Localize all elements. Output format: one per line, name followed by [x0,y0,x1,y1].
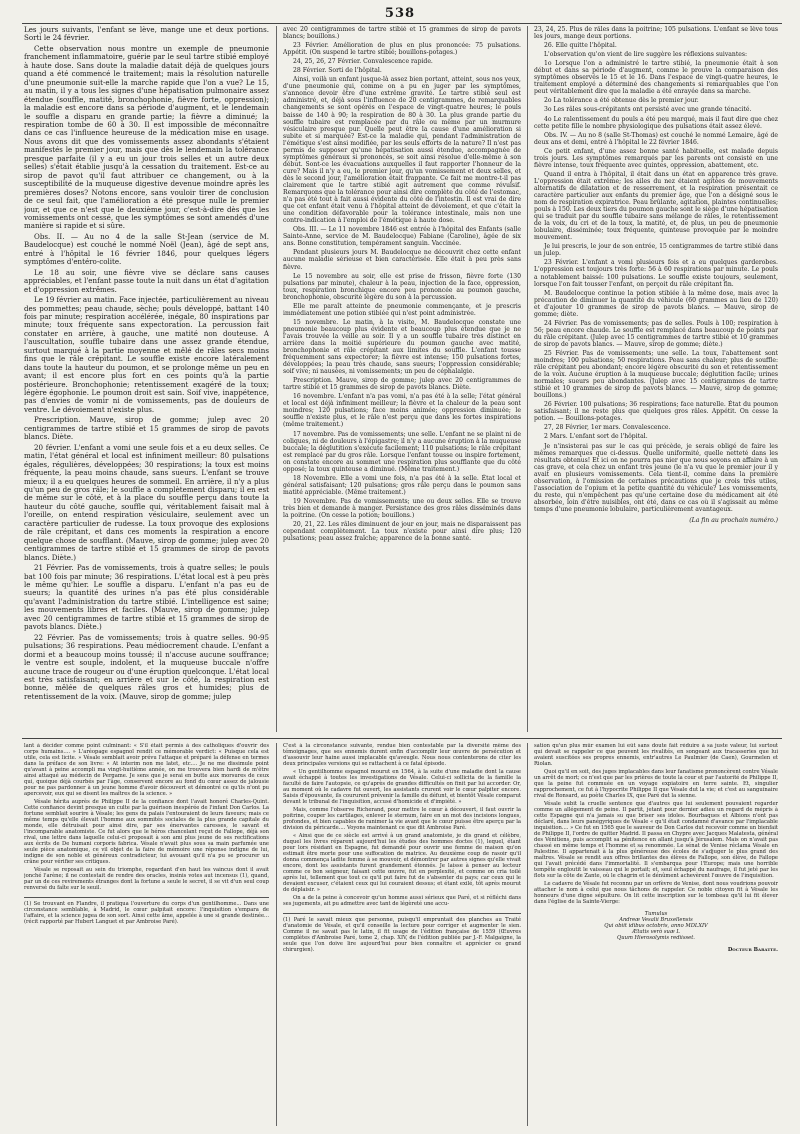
paragraph: 19 Novembre. Pas de vomissements; une ou deux selles. Elle se trouve très bien et demande à manger. Persistance des gros râles disséminés dans la poitrine. (On cesse la potion; bouillons.) [283,497,521,520]
paragraph: Quoi qu'il en soit, des juges implacables dans leur fanatisme prononcèrent contre Vésale un arrêt de mort; ce n'est que par les prières de toute la cour et par l'autorité de Philippe II, que la peine fut commuée en un voyage expiatoire en terre sainte. Et, singulier rapprochement, ce fut à l'hypocrite Philippe II que Vésale dut la vie; et c'est au sanguinaire rival de Ronsard, au poète Charles IX, que Paré dut la sienne. [534,769,778,799]
paragraph: C'est à la circonstance suivante, rendue bien contestable par la diversité même des témoignages, que ses ennemis durent enfin d'accomplir leur œuvre de persécution et d'assouvir leur haine aussi implacable qu'aveugle. Nous nous contenterons de citer les deux principales versions qui se rattachent à ce fatal épisode. [283,743,521,767]
top-column-3 [534,26,778,734]
paragraph: Le 15 novembre au soir, elle est prise de frisson, fièvre forte (130 pulsations par minute), chaleur à la peau, injection de la face, oppression, toux, respiration bronchique encore peu prononcée au poumon gauche, bronchophonie, obscurité légère du son à la percussion. [283,272,521,301]
epitaph-line: Tumulus [644,911,668,917]
column-divider [276,743,277,1126]
paragraph: 17 novembre. Pas de vomissements; une selle. L'enfant ne se plaint ni de coliques, ni de douleurs à l'épigastre; il n'y a aucune éruption à la muqueuse buccale; la déglutition s'exécute facilement; 110 pulsations; le râle crépitant est remplacé par du gros râle. Lorsque l'enfant tousse ou inspire fortement, on constate encore au sommet une respiration plus soufflante que du côté opposé; la toux quinteuse a diminué. (Même traitement.) [283,430,521,473]
author-signature: Docteur Baratte. [727,947,778,953]
paragraph: 2 Mars. L'enfant sort de l'hôpital. [544,433,648,441]
paragraph: Elle me paraît atteinte de pneumonie commençante, et je prescris immédiatement une potion stibiée qui n'est point administrée. [283,302,521,317]
paragraph: lant à décider comme point culminant: « S'il était permis à des catholiques d'ouvrir des corps humains.... » L'aréopage espagnol rendit ce mémorable verdict: « Puisque cela est utile, cela est licite. » Vésale semblait avoir prévu l'attaque et préparé la défense en termes dans la préface de son livre: « At interim non me latet, etc.... Je ne me dissimule point qu'avant à peine accompli ma vingt-huitième année, on me trouvera bien hardi de m'être ainsi attaqué au médecin de Pergame. Je sens que je serai en butte aux morsures de ceux qui, quoique déjà courbés par l'âge, conservent encore au fond du cœur assez de jalousie pour ne pas pardonner à un jeune homme d'avoir découvert et démontré ce qu'ils n'ont pu apercevoir, eux qui se disent les maîtres de la science. » [24,743,269,797]
paragraph: 16 novembre. L'enfant n'a pas vomi, n'a pas été à la selle; l'état général et local est déjà infiniment meilleur; la fièvre et la chaleur de la peau sont moindres; 120 pulsations; face moins animée; oppression diminuée; le souffle n'existe plus, et le râle n'est perçu que dans les fortes inspirations (même traitement.) [283,393,521,429]
paragraph: 26 Février. 100 pulsations; 36 respirations; face naturelle. État du poumon satisfaisant; il ne reste plus que quelques gros râles. Appétit. On cesse la potion. — Bouillons-potages. [534,401,778,423]
paragraph: Cette observation nous montre un exemple de pneumonie franchement inflammatoire, guérie par le seul tartre stibié employé à haute dose. Sans doute la maladie datait déjà de quelques jours quand a été commencé le traitement; mais la résolution naturelle d'une pneumonie suit-elle la marche rapide que l'on a vue? Le 15, au matin, il y a tous les signes d'une hépatisation pulmonaire assez étendue (souffle, matité, bronchophonie, fièvre forte, oppression); la maladie est encore dans sa période d'augment, et le lendemain le souffle a disparu en grande partie; la fièvre a diminué; la respiration tombe de 60 à 30. Il est impossible de méconnaître dans ce cas l'influence heureuse de la médication mise en usage. Nous avons dit que des vomissements assez abondants s'étaient manifestés le premier jour, mais que dès le lendemain la tolérance presque parfaite (il y a eu un jour trois selles et un autre deux selles) s'était établie jusqu'à la cessation du traitement. Est-ce au sirop de pavot qu'il faut attribuer ce changement, ou à la susceptibilité de la muqueuse digestive devenue moindre après les premières doses? Notons encore, sans vouloir tirer de conclusion de ce seul fait, que l'amélioration a été presque nulle le premier jour, et que ce n'est que le deuxième jour, c'est-à-dire dès que les vomissements ont cessé, que les symptômes se sont amendés d'une manière si rapide et si sûre. [24,43,269,231]
epitaph-line: Qui obiit idibus octobris, anno MDLXIV [604,923,708,929]
column-divider [527,26,528,732]
paragraph: « Un gentilhomme espagnol mourut en 1564, à la suite d'une maladie dont la cause avait échappé à toutes les investigations de Vésale. Celui-ci sollicita de la famille la faculté de faire l'autopsie, ce qu'après de grandes difficultés on finit par lui accorder. Or, au moment où le cadavre fut ouvert, les assistants crurent voir le cœur palpiter encore. Saisis d'épouvante, ils coururent prévenir la famille du défunt, et bientôt Vésale comparut devant le tribunal de l'inquisition, accusé d'homicide et d'impiété. » [283,769,521,805]
paragraph: Le cadavre de Vésale fut reconnu par un orfèvre de Venise, dont nous voudrions pouvoir attacher le nom à celui que nous tâchons de rappeler. Ce noble citoyen fit à Vésale les honneurs d'une digne sépulture. On lit cette inscription sur le tombeau qu'il lui fit élever dans l'église de la Sainte-Vierge: [534,881,778,905]
section-rule [22,738,782,739]
paragraph: L'observation qu'on vient de lire suggère les réflexions suivantes: [544,51,748,59]
paragraph: Je n'insisterai pas sur le cas qui précède, je serais obligé de faire les mêmes remarques que ci-dessus. Quelle uniformité, quelle netteté dans les résultats obtenus! Et ici on ne pourra pas nier que nous soyons en affaire à un cas grave, et cela chez un enfant très jeune (le n'a vu que le premier jour il y avait en plusieurs vomissements. Cela tient-il, comme dans la première observation, à l'omission de certaines précautions que je crois très utiles, l'association de l'opium et la petite quantité du véhicule? Les vomissements, du reste, qui n'empêchent pas qu'une certaine dose du médicament ait été absorbée, loin d'être nuisibles, ont été, dans ce cas où il s'agissait au même temps d'une pneumonie lobulaire, particulièrement avantageux. [534,442,778,513]
paragraph: Les jours suivants, l'enfant se lève, mange une et deux portions. Sorti le 24 février. [24,26,269,43]
paragraph: 1o Lorsque l'on a administré le tartre stibié, la pneumonie était à son début et dans sa période d'augment, comme le prouve la comparaison des symptômes observés le 15 et le 16. Dans l'espace de vingt-quatre heures, le traitement employé a déterminé des changements si remarquables que l'on peut véritablement dire que la maladie a été enrayée dans sa marche. [534,60,778,96]
paragraph: 18 Novembre. Elle a vomi une fois, n'a pas été à la selle. État local et général satisfaisant; 120 pulsations; gros râle perçu dans le poumon sans matité appréciable. (Même traitement.) [283,474,521,496]
paragraph: Pendant plusieurs jours M. Baudelocque ne découvrit chez cette enfant aucune maladie sérieuse et bien caractérisée. Elle était à peu près sans fièvre. [283,249,521,271]
paragraph: M. Baudelocque continue la potion stibiée à la même dose, mais avec la précaution de diminuer la quantité du véhicule (60 grammes au lieu de 120) et d'ajouter 10 grammes de sirop de pavots blancs. — Mauve, sirop de gomme; diète. [534,289,778,318]
paragraph: Vésale hérita auprès de Philippe II de la confiance dont l'avait honoré Charles-Quint. Cette confiance devint presque un culte par la guérison inespérée de l'infant Don Carlos. La fortune semblait sourire à Vésale; les gens du palais l'entouraient de leurs faveurs; mais ce même temps qu'elle élevait l'homme aux sommités sociales de la plus grande capitale du monde, elle détruisait pour ainsi dire, par ses énervantes caresses, le savant et l'incomparable anatomiste. Ce fut alors que le héros chancelant reçut de Fallope, déjà son rival, une lettre dans laquelle celui-ci proposait à son ami plus jeune de ses rectifications aux écrits de De humani corporis fabrica. Vésale n'avait plus sous sa main parfumée une seule pièce anatomique, ce vil objet de la faire de mémoire une réponse indigne de lui, indigne de son noble et généreux contradicteur, lui avouant qu'il n'a pu se procurer un crâne pour vérifier ses critiques. [24,799,269,865]
paragraph: Vésale se reposait au sein du triomphe, regardant d'en haut les vaincus dont il avait jonché l'arène; il ne contestait de rendre des oracles, insinis votes aut incensus (1), quand, par un de ces revirements étranges dont la fortune a seule le secret, il se vit d'un seul coup renversé du faîte sur le seuil. [24,867,269,891]
column-divider [276,26,277,732]
paragraph: Je lui prescris, le jour de son entrée, 15 centigrammes de tartre stibié dans un julep. [534,243,778,258]
paragraph: On a de la peine à concevoir qu'un homme aussi sérieux que Paré, et si réfléchi dans ses jugements, ait pu admettre avec tant de légèreté une accu- [283,895,521,907]
epitaph-line: Andreæ Vesalii Bruxellensis [619,917,693,923]
paragraph: Prescription. Mauve, sirop de gomme; julep avec 20 centigrammes de tartre stibié et 15 grammes de sirop de pavots blancs. Diète. [24,415,269,442]
paragraph: 24 Février. Pas de vomissements; pas de selles. Pouls à 100; respiration à 56; peau encore chaude. Le souffle est remplacé dans beaucoup de points par du râle crépitant. (Julep avec 15 centigrammes de tartre stibié et 10 grammes de sirop de pavots blancs. — Mauve, sirop de gomme; diète.) [534,319,778,348]
bottom-column-3 [534,743,778,1128]
paragraph: 15 novembre. Le matin, à la visite, M. Baudelocque constate une pneumonie beaucoup plus évidente et beaucoup plus étendue que je ne l'avais trouvée la veille au soir. Il y a un souffle tubaire très distinct en arrière dans la moitié supérieure du poumon gauche avec matité, bronchophonie et râle crépitant aux limites du souffle. L'enfant tousse fréquemment sans expectorer; la fièvre est intense; 150 pulsations fortes, développées; la peau très chaude, sans sueurs; l'oppression considérable; soif vive; ni nausées, ni vomissements; un peu de céphalalgie. [283,318,521,376]
top-column-2 [283,26,521,734]
paragraph: 21 Février. Pas de vomissements, trois à quatre selles; le pouls bat 100 fois par minute; 36 respirations. L'état local est à peu près le même qu'hier. Le souffle a disparu. L'enfant n'a pas eu de sueurs; la quantité des urines n'a pas été plus considérable qu'avant l'administration du tartre stibié. L'intelligence est saine; les mouvements libres et faciles. (Mauve, sirop de gomme; julep avec 20 centigrammes de tartre stibié et 15 grammes de sirop de pavots blancs. Diète.) [24,563,269,632]
paragraph: Obs. II. — Au no 4 de la salle St-Jean (service de M. Baudelocque) est couché le nommé Noël (Jean), âgé de sept ans, entré à l'hôpital le 16 février 1846, pour quelques légers symptômes d'entéro-colite. [24,231,269,267]
paragraph: 23 Février. L'enfant a vomi plusieurs fois et a eu quelques garderobes. L'oppression est toujours très forte: 56 à 60 respirations par minute. Le pouls a notablement baissé: 100 pulsations. Le souffle existe toujours, seulement, lorsque l'on fait tousser l'enfant, on perçoit du râle crépitant fin. [534,259,778,288]
paragraph: Ce petit enfant, d'une assez bonne santé habituelle, est malade depuis trois jours. Les symptômes remarqués par les parents ont consisté en une fièvre intense, toux fréquente avec quintes, oppression, abattement, etc. [534,147,778,169]
column-divider [527,743,528,1126]
page-number: 538 [384,6,416,21]
paragraph: Ainsi, voilà un enfant jusque-là assez bien portant, atteint, sous nos yeux, d'une pneumonie qui, comme on a pu en juger par les symptômes, s'annonce devoir être d'une extrême gravité. Le tartre stibié seul est administré, et, déjà sous l'influence de 20 centigrammes, de remarquables changements se sont opérés en l'espace de vingt-quatre heures; le pouls baisse de 140 à 90; la respiration de 80 à 30. La plus grande partie du souffle tubaire est remplacée par du râle ou même par un murmure vésiculaire presque pur. Quelle peut être la cause d'une amélioration si subite et si marquée? Est-ce la maladie qui, pendant l'administration de l'émétique s'est ainsi modifiée, par les seuls efforts de la nature? Il n'est pas permis de supposer qu'une hépatisation aussi étendue, accompagnée de symptômes généraux si prononcés, se soit ainsi résolue d'elle-même à son début. Sont-ce les évacuations auxquelles il faut rapporter l'honneur de la cure? Mais il n'y a eu, le premier jour, qu'un vomissement et deux selles, et dès le second jour, l'amélioration était frappante. Ce fait me montre-t-il pas clairement que le tartre stibié agit autrement que comme révulsif. Remarquons que la tolérance pour ainsi dire complète du côté de l'estomac, n'a pas été tout à fait aussi évidente du côté de l'intestin. Il est vrai de dire que cet enfant était venu à l'hôpital atteint de dévoiement, et que c'était la une condition défavorable pour la tolérance intestinale, mais non une contre-indication à l'emploi de l'émétique à haute dose. [283,76,521,225]
bottom-column-1 [24,743,269,1128]
continued-notice: (La fin au prochain numéro.) [689,517,778,524]
paragraph: 3o Les râles sous-crépitants ont persisté avec une grande ténacité. [544,106,752,114]
epitaph [534,911,778,941]
paragraph: « Ainsi que de ce siècle est arrivé à un grand anatomiste, je dis grand et célèbre, duquel les livres réparent aujourd'hui les études des hommes doctes (1), lequel, étant pour lors résidant en Espagne, fut demandé pour ouvrir une femme de maison qu'on estimait être morte pour une suffocation de matrice. Au deuxième coup de rasoir qu'il donna commença ladite femme à se mouvoir, et démontrer par autres signes qu'elle vivait encore, dont les assistants furent grandement étonnés. Je laisse à penser au lecteur comme ce bon seigneur, faisant cette œuvre, fut en perplexité, et comme on cria toilé après lui, tellement que tout ce qu'il put faire fut de s'absenter du pays; car ceux qui le devaient excuser, c'étaient ceux qui lui couraient dessus; et étant exilé, tôt après mourut de déplaisir. » [283,833,521,893]
paragraph: 24, 25, 26, 27 Février. Convalescence rapide. [293,58,433,66]
paragraph: 2o La tolérance a été obtenue dès le premier jour. [544,97,699,105]
bottom-column-2 [283,743,521,1128]
paragraph: 22 Février. Pas de vomissements; trois à quatre selles. 90-95 pulsations; 36 respirations. Peau médiocrement chaude. L'enfant a dormi et a beaucoup moins toussé; il n'accuse aucune souffrance; le ventre est souple, indolent, et la muqueuse buccale n'offre aucune trace de rougeur ou d'une éruption quelconque. L'état local est très satisfaisant; en arrière et sur le côté, la respiration est bonne, mêlée de quelques râles gros et humides; plus de retentissement de la voix. (Mauve, sirop de gomme; julep [24,632,269,701]
header-rule [22,23,782,24]
paragraph: Obs. IV. — Au no 8 (salle St-Thomas) est couché le nommé Lemaire, âgé de deux ans et demi, entré à l'hôpital le 22 février 1846. [534,131,778,146]
paragraph: 23 Février. Amélioration de plus en plus prononcée: 75 pulsations. Appétit. (On suspend le tartre stibié; bouillons-potages.) [283,42,521,57]
epitaph-line: Ætatis verò suæ L [632,929,680,935]
paragraph: Prescription. Mauve, sirop de gomme; julep avec 20 centigrammes de tartre stibié et 15 grammes de sirop de pavots blancs. Diète. [283,377,521,392]
paragraph: Mais, comme l'observe Richerand, pour mettre le cœur à découvert, il faut ouvrir la poitrine, couper les cartilages, enlever le sternum, faire en un mot des incisions longues, profondes, et bien capables de ranimer la vie avant que le cœur puisse être aperçu par la division du péricarde.... Voyons maintenant ce que dit Ambroise Paré. [283,807,521,831]
paragraph: 25 Février. Pas de vomissements; une selle. La toux, l'abattement sont moindres; 100 pulsations; 50 respirations. Peau sans chaleur; plus de souffle: râle crépitant peu abondant; encore légère obscurité du son et retentissement de la voix. Aucune éruption à la muqueuse buccale; déglutition facile; urines normales; sueurs peu abondantes. (Julep avec 15 centigrammes de tartre stibié et 10 grammes de sirop de pavots blancs. — Mauve, sirop de gomme; bouillons.) [534,349,778,400]
paragraph: 4o Le ralentissement du pouls a été peu marqué, mais il faut dire que chez cette petite fille le nombre physiologique des pulsations était assez élevé. [534,115,778,130]
paragraph: Quand il entra à l'hôpital, il était dans un état en apparence très grave. L'oppression était extrême; les ailes du nez étaient agitées de mouvements alternatifs de dilatation et de resserrement, et la respiration présentait ce caractère particulier aux enfants du premier âge, que l'on a désigné sous le nom de respiration expiratrice. Peau brûlante, agitation, plaintes continuelles; pouls à 150. Les deux tiers du poumon gauche sont le siège d'une hépatisation qui se traduit par du souffle tubaire sans mélange de râles, le retentissement de la voix, du cri et de la toux, la matité, et, de plus, un peu de pneumonie lobulaire, disséminée; toux fréquente, quinteuse provoquée par le moindre mouvement. [534,170,778,242]
paragraph: 20, 21, 22. Les râles diminuent de jour en jour, mais ne disparaissent pas cependant complètement. La toux n'existe pour ainsi dire plus; 120 pulsations; peau assez fraîche; apparence de la bonne santé. [283,521,521,543]
paragraph: Le 18 au soir, une fièvre vive se déclare sans causes appréciables, et l'enfant passe toute la nuit dans un état d'agitation et d'oppression extrêmes. [24,267,269,294]
paragraph: 23, 24, 25. Plus de râles dans la poitrine; 105 pulsations. L'enfant se lève tous les jours, mange deux portions. [534,26,778,41]
epitaph-line: Quum Hierosolymis rediisset. [617,935,695,941]
footnote: (1) Se trouvant en Flandre, il pratiqua l'ouverture du corps d'un gentilhomme... Dans une circonstance semblable, à Madrid, le cœur palpitait encore: l'inquisition s'empara de l'affaire, et la science jugea de son sort. Ainsi cette âme, appelée à une si grande destinée... (récit rapporté par Hubert Languet et par Ambroise Paré). [24,897,269,925]
paragraph: 20 février. L'enfant a vomi une seule fois et a eu deux selles. Ce matin, l'état général et local est infiniment meilleur: 80 pulsations égales, régulières, développées; 30 respirations; la toux est moins fréquente, la peau moins chaude, sans sueurs. L'enfant se trouve mieux; il a eu quelques heures de sommeil. En arrière, il n'y a plus qu'un peu de gros râle; le souffle a complètement disparu; il en est de même sur le côté, et à la place du souffle perçu dans toute la hauteur du côté gauche, souffle qui, véritablement faisait mal à l'oreille, on entend respiration vésiculaire, seulement avec un caractère particulier de rudesse. La toux provoque des explosions de râle crépitant, et dans ces moments la respiration a encore quelque chose de soufflant. (Mauve, sirop de gomme; julep avec 20 centigrammes de tartre stibié et 15 grammes de sirop de pavots blancs. Diète.) [24,442,269,562]
paragraph: sation qu'un plus mûr examen lui eût sans doute fait réduire à sa juste valeur, lui surtout qui devait se rappeler ce que peuvent les rivalités, en songeant aux tracasseries que lui avaient suscitées ses propres ennemis, entr'autres Le Paulmier (de Caen), Gourmelen et Riolan. [534,743,778,767]
paragraph: avec 20 centigrammes de tartre stibié et 15 grammes de sirop de pavots blancs; bouillons.) [283,26,521,41]
paragraph: 27, 28 Février, 1er mars. Convalescence. [544,424,671,432]
paragraph: Vésale subit la cruelle sentence que d'autres que lui seulement pouvaient regarder comme un allégement de peine. Il partit, jetant pour dernier adieu un regard de mépris à cette Espagne qui n'a jamais su que briser ses idoles. Bourbaques et Albions n'ont pas déclaré, dans leurs panégyriques de Vésale « qu'il était condamné d'avance par l'implacable inquisition.... » Ce fut en 1565 que le sauveur de Don Carlos dut recevoir comme un bienfait de Philippe II, l'ordre de quitter Madrid. Il passa en Chypre avec Jacques Malatesta, général des Vénitiens, puis accomplit sa pénitence en allant jusqu'à Jérusalem. Mais on n'avait pas chassé en même temps et l'homme et sa renommée. Le sénat de Venise réclama Vésale en Palestine. Il appartenait à la plus généreuse des écoles de s'adjuger le plus grand des maîtres. Vésale se rendit aux offres brillantes des élèves de Fallope, son élève, de Fallope qui l'avait précédé dans l'immortalité. Il s'embarqua pour l'Europe; mais une horrible tempête engloutit le vaisseau qui le portait; et, seul échappé du naufrage, il fut jeté par les flots sur la côte de Zante, où le chagrin et le dénûment achevèrent l'œuvre de l'inquisition. [534,801,778,879]
top-column-1 [24,26,269,734]
paragraph: 26. Elle quitte l'hôpital. [544,42,617,50]
paragraph: Obs. III. — Le 11 novembre 1846 est entrée à l'hôpital des Enfants (salle Sainte-Anne, service de M. Baudelocque) Fabiane (Caroline), âgée de six ans. Bonne constitution, tempérament sanguin. Vaccinée. [283,226,521,248]
paragraph: Le 19 février au matin. Face injectée, particulièrement au niveau des pommettes; peau chaude, sèche; pouls développé, battant 140 fois par minute; respiration accélérée, inégale, 80 inspirations par minute; toux fréquente sans expectoration. La percussion fait constater en arrière, à gauche, une matité non douteuse. A l'auscultation, souffle tubaire dans une assez grande étendue, surtout marqué à la partie moyenne et mêlé de râles secs moins fins que le râle crépitant. Le souffle existe encore latéralement dans toute la hauteur du poumon, et se prolonge même un peu en avant; il est encore plus fort en ces points qu'à la partie postérieure. Bronchophonie; retentissement exagéré de la toux; légère égophonie. Le poumon droit est sain. Soif vive, inappétence, pas d'envies de vomir ni de vomissements, pas de douleurs de ventre. Le dévoiement n'existe plus. [24,295,269,414]
paragraph: 28 Février. Sorti de l'hôpital. [293,67,382,75]
footnote: (1) Paré le savait mieux que personne, puisqu'il empruntait des planches au Traité d'anatomie de Vésale, et qu'il conseille la lecture pour corriger et augmenter le sien. Comme il ne savait pas le latin, il fit usage de l'édition française de 1559 (Œuvres complètes d'Ambroise Paré, tome 2, chap. XIV, de l'édition publiée par J.-F. Malgaigne, la seule que l'on doive lire aujourd'hui pour bien connaître et apprécier ce grand chirurgien). [283,913,521,953]
